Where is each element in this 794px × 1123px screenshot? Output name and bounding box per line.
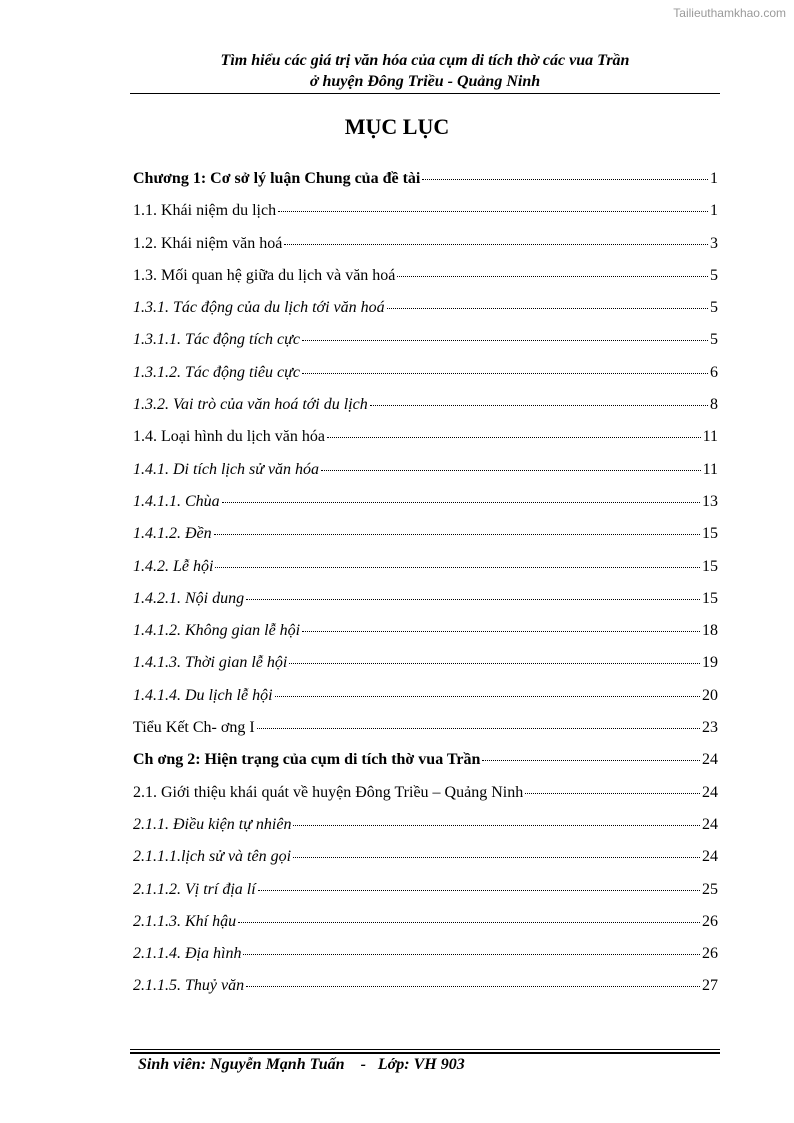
toc-entry[interactable] (133, 877, 718, 909)
header-line-2: ở huyện Đông Triều - Quảng Ninh (309, 73, 541, 90)
toc-entry[interactable] (133, 618, 718, 650)
toc-entry[interactable] (133, 424, 718, 456)
toc-entry-label: 1.3.1.2. Tác động tiêu cực (133, 363, 300, 381)
toc-entry-label: 1.4. Loại hình du lịch văn hóa (133, 428, 325, 446)
toc-entry[interactable] (133, 844, 718, 876)
dot-leader (302, 373, 708, 374)
toc-entry[interactable] (133, 650, 718, 682)
toc-entry-label: 2.1.1.2. Vị trí địa lí (133, 880, 256, 898)
toc-entry-page: 6 (710, 363, 718, 381)
toc-entry-page: 15 (702, 525, 718, 543)
toc-entry-label: 1.4.1.2. Không gian lễ hội (133, 622, 301, 640)
footer-rule-thick (130, 1052, 720, 1054)
toc-entry-page: 8 (710, 396, 718, 414)
toc-entry[interactable] (133, 489, 718, 521)
toc-entry-page: 27 (702, 977, 718, 995)
toc-entry-label: 1.4.1. Di tích lịch sử văn hóa (133, 460, 320, 478)
toc-entry-page: 5 (710, 299, 718, 317)
toc-entry[interactable] (133, 909, 718, 941)
toc-entry[interactable] (133, 554, 718, 586)
toc-entry[interactable] (133, 715, 718, 747)
toc-entry[interactable] (133, 166, 718, 198)
dot-leader (275, 696, 700, 697)
toc-entry[interactable] (133, 457, 718, 489)
toc-entry-label: 1.4.2. Lễ hội (133, 557, 214, 575)
dot-leader (397, 276, 708, 277)
toc-entry[interactable] (133, 263, 718, 295)
toc-entry-label: 1.2. Khái niệm văn hoá (133, 234, 283, 252)
header-line-1: Tìm hiểu các giá trị văn hóa của cụm di tích thờ các vua Trần (220, 52, 630, 69)
toc-entry-label: 1.4.1.4. Du lịch lễ hội (133, 686, 273, 704)
dot-leader (321, 470, 701, 471)
dot-leader (238, 922, 700, 923)
toc-entry-label: 2.1.1. Điều kiện tự nhiên (133, 815, 292, 833)
dot-leader (257, 728, 700, 729)
toc-entry-page: 19 (702, 654, 718, 672)
toc-entry-label: 1.3.1.1. Tác động tích cực (133, 331, 300, 349)
toc-entry-page: 1 (710, 170, 718, 187)
dot-leader (387, 308, 708, 309)
toc-entry-label: 1.4.1.1. Chùa (133, 492, 220, 510)
toc-entry-label: 1.1. Khái niệm du lịch (133, 202, 277, 220)
toc-entry-label: 1.3. Mối quan hệ giữa du lịch và văn hoá (133, 266, 396, 284)
toc-entry[interactable] (133, 327, 718, 359)
toc-entry[interactable] (133, 360, 718, 392)
dot-leader (289, 663, 700, 664)
toc-entry[interactable] (133, 683, 718, 715)
toc-entry-page: 25 (702, 880, 718, 898)
toc-entry-label: 1.4.1.3. Thời gian lễ hội (133, 654, 288, 672)
toc-entry-page: 20 (702, 686, 718, 704)
dot-leader (284, 244, 708, 245)
toc-entry-label: Ch ơng 2: Hiện trạng của cụm di tích thờ vua Trần (133, 751, 481, 769)
toc-entry-page: 24 (702, 783, 718, 801)
toc-entry[interactable] (133, 198, 718, 230)
dot-leader (327, 437, 701, 438)
toc-entry-page: 5 (710, 331, 718, 349)
dot-leader (258, 890, 700, 891)
toc-entry-page: 5 (710, 266, 718, 284)
dot-leader (293, 825, 700, 826)
toc-entry-page: 15 (702, 557, 718, 575)
toc-entry[interactable] (133, 231, 718, 263)
toc-entry-page: 23 (702, 719, 718, 737)
toc-entry[interactable] (133, 747, 718, 779)
toc-entry-label: 1.3.2. Vai trò của văn hoá tới du lịch (133, 396, 368, 414)
dot-leader (278, 211, 708, 212)
dot-leader (302, 631, 700, 632)
dot-leader (215, 567, 700, 568)
document-header (130, 50, 720, 92)
toc-entry-page: 3 (710, 234, 718, 252)
toc-entry-page: 24 (702, 848, 718, 866)
toc-entry[interactable] (133, 586, 718, 618)
toc-entry-page: 26 (702, 945, 718, 963)
toc-entry[interactable] (133, 392, 718, 424)
dot-leader (246, 986, 700, 987)
toc-entry-label: 2.1.1.3. Khí hậu (133, 912, 237, 930)
toc-entry-label: 2.1.1.1.lịch sử và tên gọi (133, 848, 292, 866)
dot-leader (482, 760, 700, 761)
dot-leader (525, 793, 700, 794)
dot-leader (222, 502, 700, 503)
toc-entry-label: Tiểu Kết Ch- ơng I (133, 719, 255, 737)
toc-entry-label: 1.4.2.1. Nội dung (133, 589, 245, 607)
toc-entry[interactable] (133, 973, 718, 1005)
toc-entry-label: 1.4.1.2. Đền (133, 525, 212, 543)
toc-entry-label: 2.1.1.5. Thuỷ văn (133, 977, 245, 995)
toc-entry[interactable] (133, 812, 718, 844)
footer-rule (130, 1049, 720, 1050)
toc-entry[interactable] (133, 521, 718, 553)
toc-entry-page: 18 (702, 622, 718, 640)
dot-leader (370, 405, 708, 406)
toc-entry-page: 13 (702, 492, 718, 510)
toc-entry-page: 24 (702, 751, 718, 769)
footer-student-info: Sinh viên: Nguyễn Mạnh Tuấn - Lớp: VH 903 (138, 1056, 465, 1073)
dot-leader (302, 340, 708, 341)
toc-entry-page: 11 (702, 428, 718, 446)
dot-leader (214, 534, 700, 535)
table-of-contents (133, 166, 718, 1006)
toc-entry-page: 11 (702, 460, 718, 478)
toc-entry-page: 15 (702, 589, 718, 607)
toc-entry-label: Chương 1: Cơ sở lý luận Chung của đề tài (133, 170, 421, 187)
header-rule (130, 93, 720, 94)
toc-entry[interactable] (133, 941, 718, 973)
toc-entry-label: 2.1.1.4. Địa hình (133, 945, 242, 963)
dot-leader (422, 179, 708, 180)
toc-entry[interactable] (133, 295, 718, 327)
page-title: MỤC LỤC (344, 114, 450, 139)
dot-leader (243, 954, 700, 955)
toc-entry-page: 24 (702, 815, 718, 833)
toc-entry[interactable] (133, 780, 718, 812)
toc-entry-page: 1 (710, 202, 718, 220)
toc-entry-label: 1.3.1. Tác động của du lịch tới văn hoá (133, 299, 385, 317)
watermark: Tailieuthamkhao.com (673, 6, 786, 20)
dot-leader (246, 599, 700, 600)
dot-leader (293, 857, 700, 858)
toc-entry-label: 2.1. Giới thiệu khái quát về huyện Đông Triều – Quảng Ninh (133, 783, 524, 801)
toc-entry-page: 26 (702, 912, 718, 930)
